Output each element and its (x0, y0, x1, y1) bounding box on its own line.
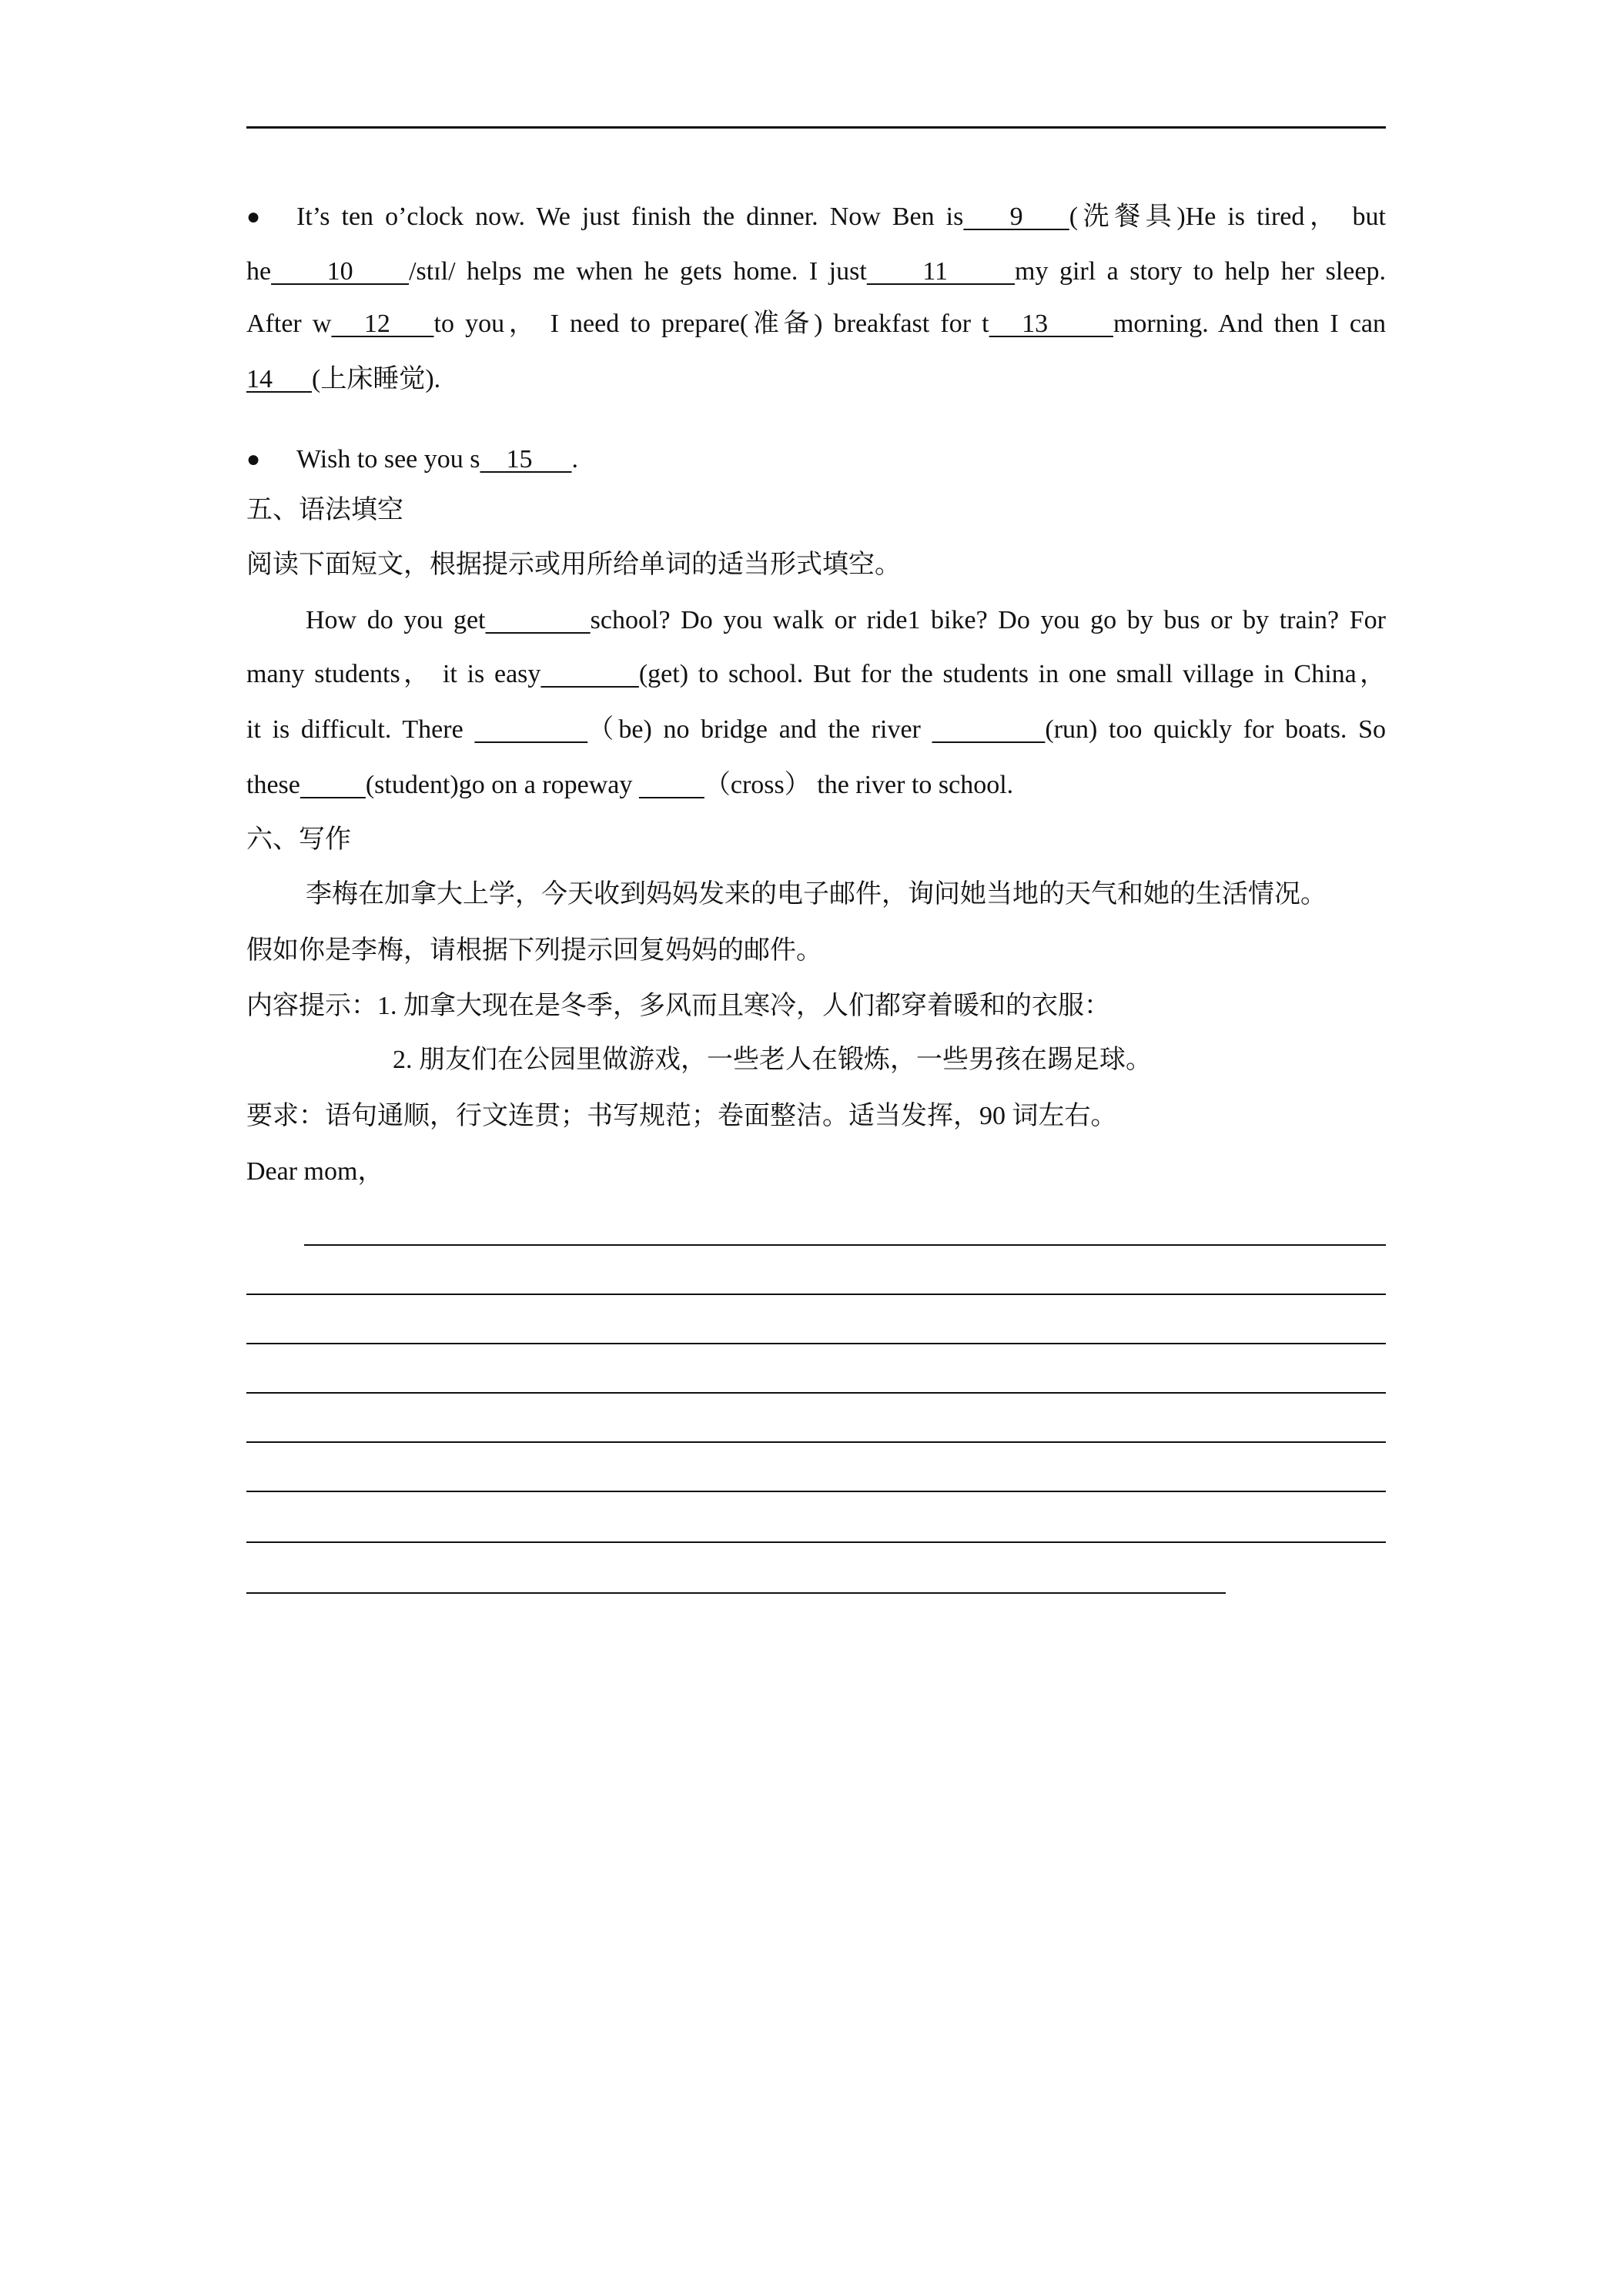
blank-13[interactable]: 13 (989, 310, 1113, 338)
para2-line: Wish to see you s 15 . (296, 445, 578, 474)
writing-line[interactable] (246, 1541, 1386, 1543)
grammar-blank-3[interactable] (474, 715, 587, 744)
blank-10[interactable]: 10 (271, 257, 410, 286)
section5-line1: How do you get school? Do you walk or ride1 bike? Do you go by bus or by train? For (306, 606, 1386, 634)
blank-14[interactable]: 14 (246, 365, 312, 393)
section6-heading: 六、写作 (246, 825, 351, 854)
writing-line[interactable] (246, 1592, 1226, 1594)
grammar-blank-4[interactable] (932, 715, 1046, 744)
section5-instruction: 阅读下面短文，根据提示或用所给单词的适当形式填空。 (246, 551, 901, 579)
section6-hint-1: 内容提示：1. 加拿大现在是冬季，多风而且寒冷，人们都穿着暖和的衣服： (246, 992, 1110, 1020)
grammar-blank-2[interactable] (540, 660, 638, 688)
section5-line3: it is difficult. There （be) no bridge and the river (run) too quickly for boats. So (246, 715, 1387, 744)
para1-line1: It’s ten o’clock now. We just finish the dinner. Now Ben is 9 (洗餐具)He is tired， but (296, 202, 1386, 231)
blank-12[interactable]: 12 (331, 310, 434, 338)
grammar-blank-5[interactable] (300, 771, 366, 799)
para1-line3: After w 12 to you， I need to prepare(准备) breakfast for t 13 morning. And then I can (246, 310, 1387, 338)
writing-line[interactable] (246, 1343, 1386, 1344)
blank-15[interactable]: 15 (480, 445, 572, 474)
grammar-blank-1[interactable] (486, 606, 591, 634)
writing-line[interactable] (246, 1491, 1386, 1492)
writing-line[interactable] (246, 1294, 1386, 1295)
section5-line2: many students， it is easy (get) to school. But for the students in one small village in China， (246, 660, 1387, 688)
writing-line[interactable] (246, 1392, 1386, 1394)
section5-heading: 五、语法填空 (246, 496, 403, 524)
section5-line4: these (student)go on a ropeway （cross） the river to school. (246, 771, 1014, 799)
para1-line4: 14 (上床睡觉). (246, 365, 441, 393)
section6-prompt-1: 李梅在加拿大上学，今天收到妈妈发来的电子邮件，询问她当地的天气和她的生活情况。 (306, 880, 1327, 909)
blank-9[interactable]: 9 (963, 202, 1069, 231)
grammar-blank-6[interactable] (639, 771, 704, 799)
para1-line2: he 10 /stɪl/ helps me when he gets home. I just 11 my girl a story to help her sleep. (246, 257, 1386, 286)
top-rule (246, 126, 1386, 129)
writing-line[interactable] (304, 1244, 1386, 1246)
letter-greeting: Dear mom， (246, 1157, 384, 1186)
bullet-icon: ● (246, 204, 261, 229)
section6-prompt-2: 假如你是李梅，请根据下列提示回复妈妈的邮件。 (246, 936, 822, 965)
writing-line[interactable] (246, 1441, 1386, 1443)
section6-hint-2: 2. 朋友们在公园里做游戏，一些老人在锻炼，一些男孩在踢足球。 (393, 1046, 1152, 1074)
bullet-icon: ● (246, 447, 261, 472)
section6-requirement: 要求：语句通顺，行文连贯；书写规范；卷面整洁。适当发挥，90 词左右。 (246, 1102, 1117, 1130)
blank-11[interactable]: 11 (866, 257, 1015, 286)
